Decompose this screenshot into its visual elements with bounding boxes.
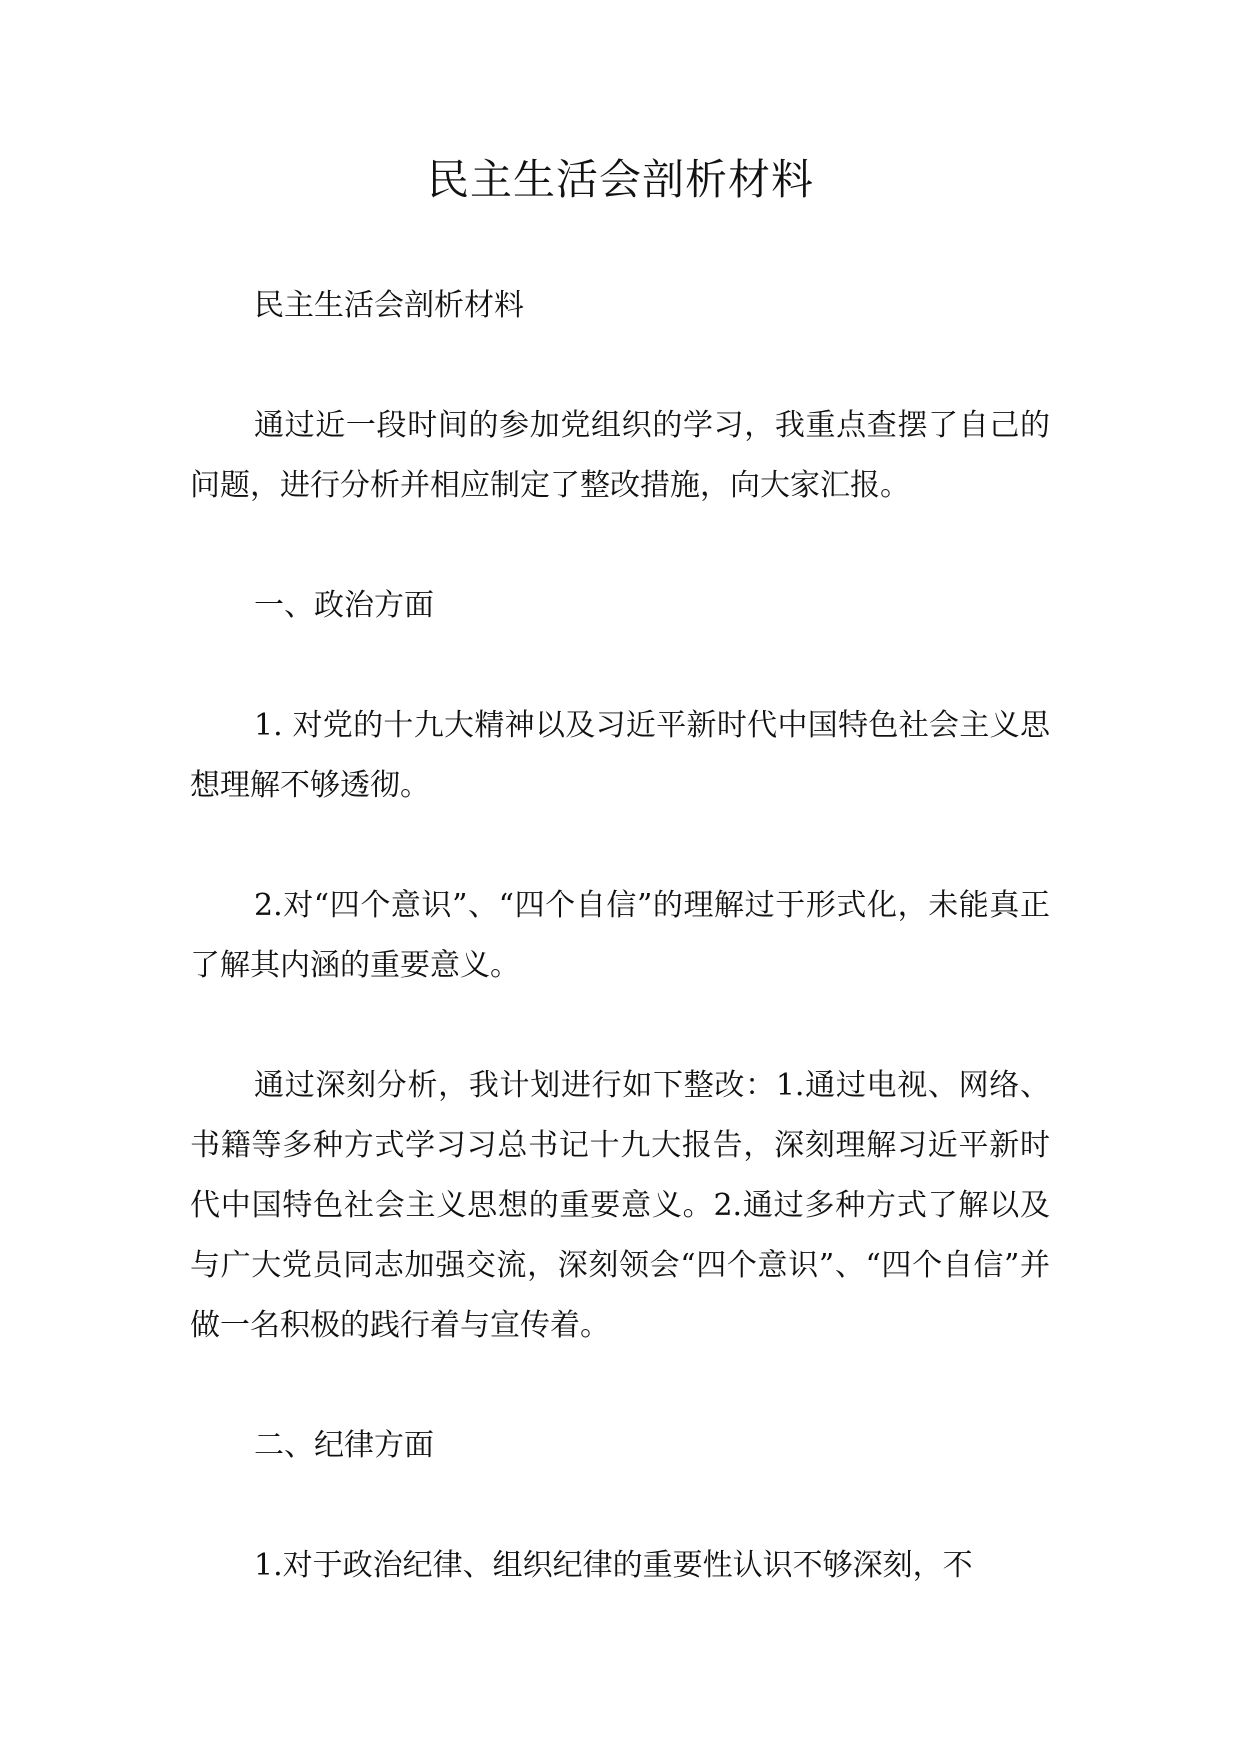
paragraph-politics-item-1: 1. 对党的十九大精神以及习近平新时代中国特色社会主义思想理解不够透彻。 [190,708,1050,803]
paragraph-rectification-plan: 通过深刻分析，我计划进行如下整改：1.通过电视、网络、书籍等多种方式学习习总书记十九大报告，深刻理解习近平新时代中国特色社会主义思想的重要意义。2.通过多种方式了解以及与广大党员同志加强交流，深刻领会“四个意识”、“四个自信”并做一名积极的践行着与宣传着。 [190,1068,1050,1343]
paragraph-politics-item-2: 2.对“四个意识”、“四个自信”的理解过于形式化，未能真正了解其内涵的重要意义。 [190,888,1050,983]
paragraph-subtitle: 民主生活会剖析材料 [254,288,524,323]
document-title: 民主生活会剖析材料 [426,155,814,204]
paragraph-discipline-item-1: 1.对于政治纪律、组织纪律的重要性认识不够深刻，不 [254,1548,973,1583]
section-heading-discipline: 二、纪律方面 [254,1428,434,1463]
document-body [190,276,1050,1656]
paragraph-intro: 通过近一段时间的参加党组织的学习，我重点查摆了自己的问题，进行分析并相应制定了整改措施，向大家汇报。 [190,408,1050,503]
section-heading-politics: 一、政治方面 [254,588,434,623]
